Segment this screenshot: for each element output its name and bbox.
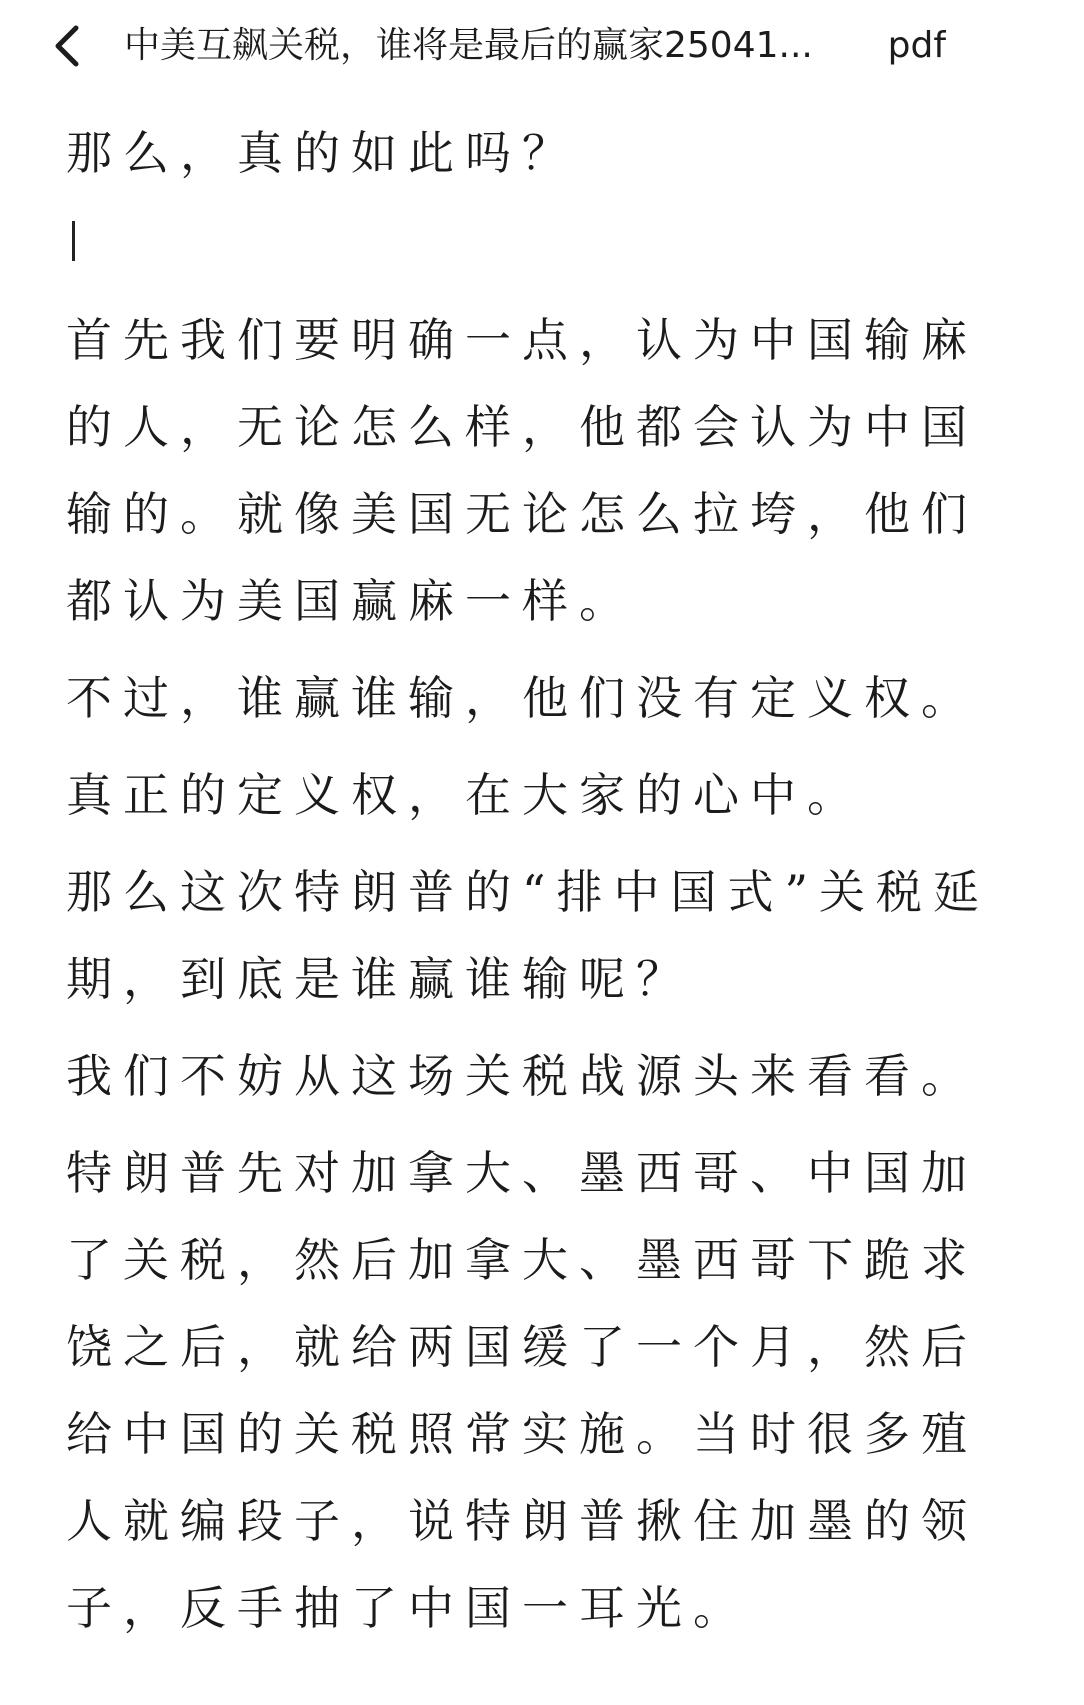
paragraph-3: 真正的定义权，在大家的心中。 [66, 768, 864, 822]
document-body [66, 110, 996, 1652]
document-name: 中美互飙关税，谁将是最后的赢家25041... [124, 25, 813, 66]
paragraph-1: 首先我们要明确一点，认为中国输麻的人，无论怎么样，他都会认为中国输的。就像美国无论怎么拉垮，他们都认为美国赢麻一样。 [66, 313, 978, 628]
top-bar [0, 0, 1084, 96]
text-cursor-mark [72, 221, 75, 261]
document-title [124, 18, 946, 74]
paragraph-4: 那么这次特朗普的“排中国式”关税延期，到底是谁赢谁输呢？ [66, 865, 991, 1006]
intro-paragraph: 那么，真的如此吗？ [66, 126, 579, 180]
back-button[interactable] [44, 20, 96, 72]
document-extension: pdf [887, 25, 946, 66]
paragraph-6: 特朗普先对加拿大、墨西哥、中国加了关税，然后加拿大、墨西哥下跪求饶之后，就给两国缓了一个月，然后给中国的关税照常实施。当时很多殖人就编段子，说特朗普揪住加墨的领子，反手抽了中国一耳光。 [66, 1146, 978, 1635]
paragraph-5: 我们不妨从这场关税战源头来看看。 [66, 1049, 978, 1103]
chevron-left-icon [44, 20, 96, 72]
paragraph-2: 不过，谁赢谁输，他们没有定义权。 [66, 671, 978, 725]
